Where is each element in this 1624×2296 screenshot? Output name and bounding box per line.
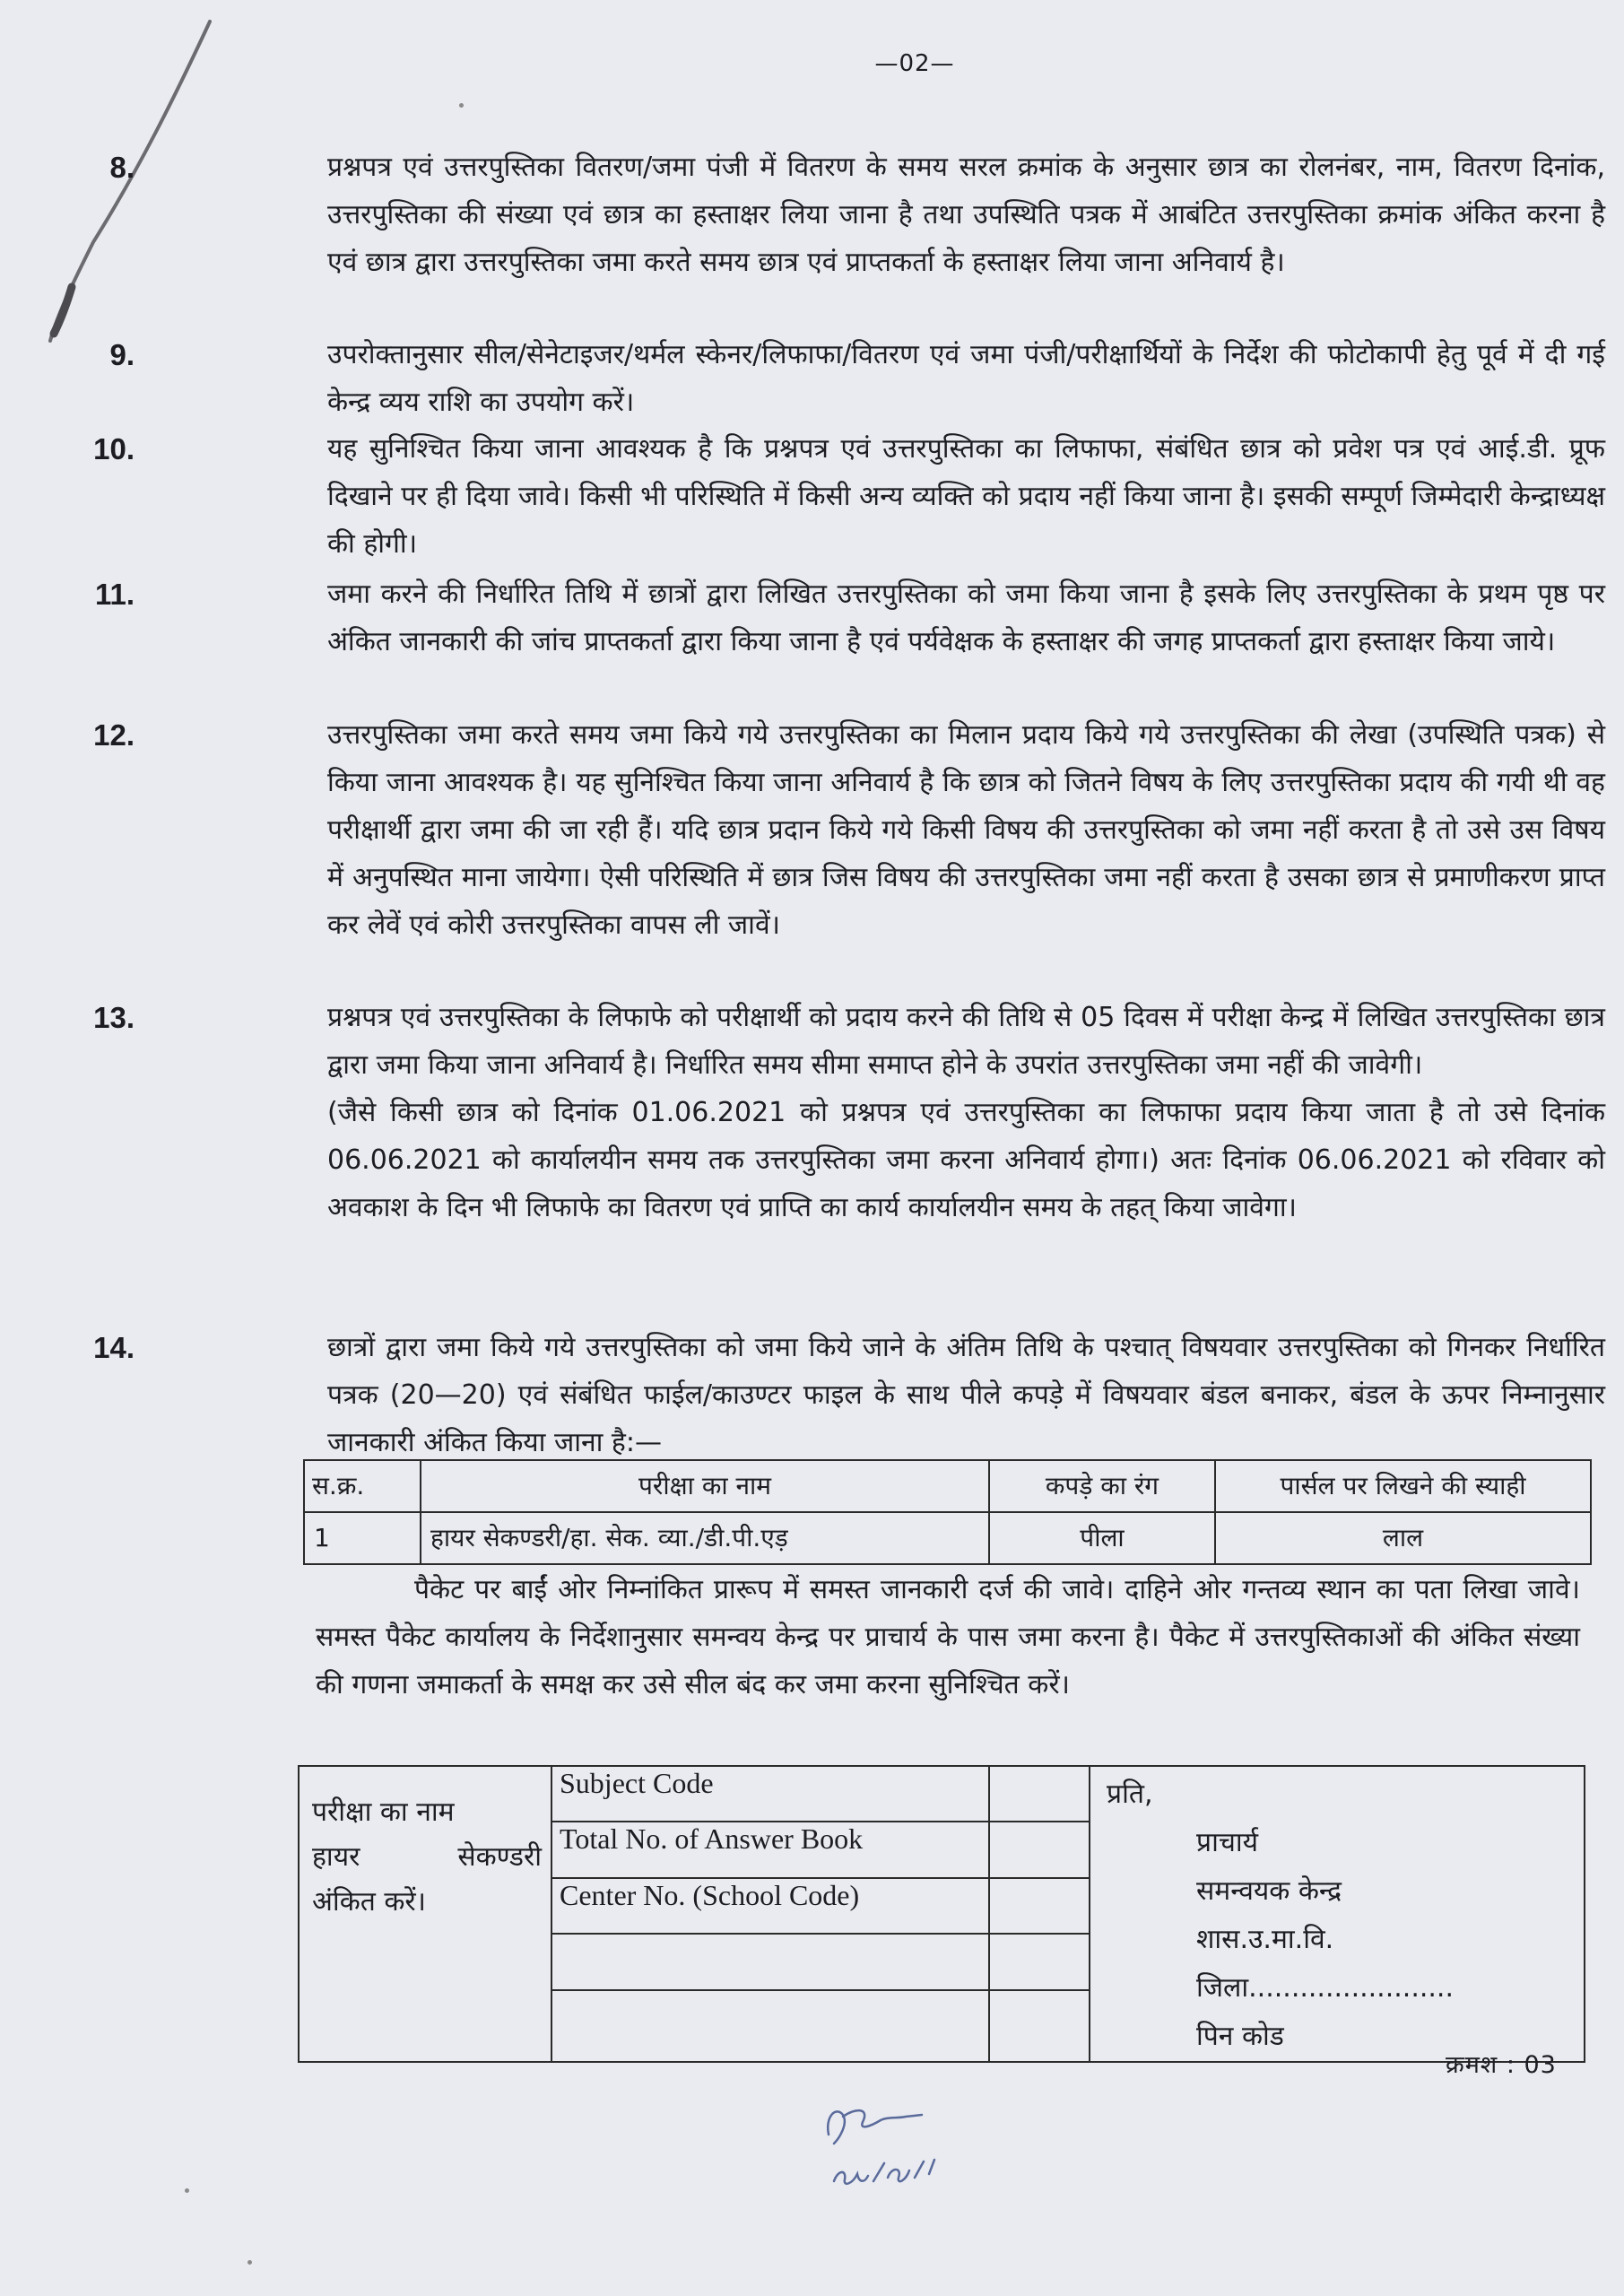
continued-label: क्रमश : 03 [1446, 2051, 1557, 2079]
speck-mark [459, 103, 464, 108]
column-header-serial: स.क्र. [304, 1460, 421, 1512]
paragraph-example-note: (जैसे किसी छात्र को दिनांक 01.06.2021 को प्रश्नपत्र एवं उत्तरपुस्तिका का लिफाफा प्रदाय किया जाता है तो उसे दिनांक 06.06.2021 को कार्यालयीन समय तक उत्तरपुस्तिका जमा करना अनिवार्य होगा।) अतः दिनांक 06.06.2021 को रविवार को अवकाश के दिन भी लिफाफे का वितरण एवं प्राप्ति का कार्य कार्यालयीन समय के तहत् किया जावेगा। [327, 1097, 1605, 1223]
column-header-ink-color: पार्सल पर लिखने की स्याही [1215, 1460, 1591, 1512]
address-cell [1090, 1766, 1585, 2062]
paragraph-14 [93, 1324, 1605, 1466]
paragraph-11 [94, 570, 1605, 665]
paragraph-text: जमा करने की निर्धारित तिथि में छात्रों द्वारा लिखित उत्तरपुस्तिका को जमा किया जाना है इसके लिए उत्तरपुस्तिका के प्रथम पृष्ठ पर अंकित जानकारी की जांच प्राप्तकर्ता द्वारा किया जाना है एवं पर्यवेक्षक के हस्ताक्षर की जगह प्राप्तकर्ता द्वारा हस्ताक्षर किया जाये। [327, 578, 1605, 657]
cell-ink-color: लाल [1215, 1512, 1591, 1564]
paragraph-number: 14. [93, 1331, 135, 1364]
address-line: पिन कोड [1196, 2021, 1284, 2052]
field-value-center-number [989, 1878, 1090, 1934]
paragraph-number: 8. [109, 151, 135, 184]
address-line: जिला........................ [1196, 1972, 1455, 2004]
speck-mark [248, 2260, 252, 2265]
paragraph-number: 9. [109, 338, 135, 371]
bundle-details-table [303, 1459, 1592, 1565]
address-line: शास.उ.मा.वि. [1196, 1924, 1334, 1955]
page-number: —02— [874, 50, 955, 77]
handwritten-signature [816, 2081, 986, 2206]
paragraph-text: प्रश्नपत्र एवं उत्तरपुस्तिका वितरण/जमा पंजी में वितरण के समय सरल क्रमांक के अनुसार छात्र का रोलनंबर, नाम, वितरण दिनांक, उत्तरपुस्तिका की संख्या एवं छात्र का हस्ताक्षर लिया जाना है तथा उपस्थिति पत्रक में आबंटित उत्तरपुस्तिका क्रमांक अंकित करना है एवं छात्र द्वारा उत्तरपुस्तिका जमा करते समय छात्र एवं प्राप्तकर्ता के हस्ताक्षर लिया जाना अनिवार्य है। [327, 152, 1605, 278]
paragraph-number: 13. [93, 1001, 135, 1034]
exam-name-label: परीक्षा का नाम [312, 1796, 455, 1828]
paragraph-text: उपरोक्तानुसार सील/सेनेटाइजर/थर्मल स्केनर/लिफाफा/वितरण एवं जमा पंजी/परीक्षार्थियों के निर्देश की फोटोकापी हेतु पूर्व में दी गई केन्द्र व्यय राशि का उपयोग करें। [327, 339, 1605, 418]
exam-name-cell [299, 1766, 551, 2062]
field-label-total-answer-books: Total No. of Answer Book [551, 1822, 989, 1877]
paragraph-12 [93, 711, 1605, 949]
paragraph-text: छात्रों द्वारा जमा किये गये उत्तरपुस्तिका को जमा किये जाने के अंतिम तिथि के पश्चात् विषयवार उत्तरपुस्तिका को गिनकर निर्धारित पत्रक (20—20) एवं संबंधित फाईल/काउण्टर फाइल के साथ पीले कपड़े में विषयवार बंडल बनाकर, बंडल के ऊपर निम्नानुसार जानकारी अंकित किया जाना है:— [327, 1332, 1605, 1458]
paragraph-text: उत्तरपुस्तिका जमा करते समय जमा किये गये उत्तरपुस्तिका का मिलान प्रदाय किये गये उत्तरपुस्तिका की लेखा (उपस्थिति पत्रक) से किया जाना आवश्यक है। यह सुनिश्चित किया जाना अनिवार्य है कि छात्र को जितने विषय के लिए उत्तरपुस्तिका प्रदाय की गयी थी वह परीक्षार्थी द्वारा जमा की जा रही हैं। यदि छात्र प्रदान किये गये किसी विषय की उत्तरपुस्तिका को जमा नहीं करता है तो उसे उस विषय में अनुपस्थित माना जायेगा। ऐसी परिस्थिति में छात्र जिस विषय की उत्तरपुस्तिका जमा नहीं करता है उसका छात्र से प्रमाणीकरण प्राप्त कर लेवें एवं कोरी उत्तरपुस्तिका वापस ली जावें। [327, 719, 1605, 941]
paragraph-number: 11. [94, 578, 135, 611]
field-label-subject-code: Subject Code [551, 1766, 989, 1822]
field-label-blank [551, 1990, 989, 2062]
packet-instructions: पैकेट पर बाईं ओर निम्नांकित प्रारूप में समस्त जानकारी दर्ज की जावे। दाहिने ओर गन्तव्य स्थान का पता लिखा जावे। समस्त पैकेट कार्यालय के निर्देशानुसार समन्वय केन्द्र पर प्राचार्य के पास जमा करना है। पैकेट में उत्तरपुस्तिकाओं की अंकित संख्या की गणना जमाकर्ता के समक्ष कर उसे सील बंद कर जमा करना सुनिश्चित करें। [316, 1574, 1580, 1700]
column-header-exam-name: परीक्षा का नाम [421, 1460, 989, 1512]
paragraph-13 [93, 994, 1605, 1231]
field-label-blank [551, 1934, 989, 1989]
address-line: समन्वयक केन्द्र [1196, 1875, 1342, 1907]
column-header-cloth-color: कपड़े का रंग [989, 1460, 1215, 1512]
address-line: प्राचार्य [1196, 1827, 1259, 1858]
field-value-blank [989, 1934, 1090, 1989]
field-label-center-number: Center No. (School Code) [551, 1878, 989, 1934]
exam-name-instruction: अंकित करें। [312, 1886, 427, 1918]
paragraph-text: प्रश्नपत्र एवं उत्तरपुस्तिका के लिफाफे को परीक्षार्थी को प्रदाय करने की तिथि से 05 दिवस में परीक्षा केन्द्र में लिखित उत्तरपुस्तिका छात्र द्वारा जमा किया जाना अनिवार्य है। निर्धारित समय सीमा समाप्त होने के उपरांत उत्तरपुस्तिका जमा नहीं की जावेगी। [327, 1002, 1605, 1081]
table-header-row [304, 1460, 1591, 1512]
cell-cloth-color: पीला [989, 1512, 1215, 1564]
field-value-subject-code [989, 1766, 1090, 1822]
paragraph-number: 10. [93, 432, 135, 465]
packet-label-form [298, 1765, 1585, 2063]
speck-mark [185, 2188, 189, 2193]
cell-exam-name: हायर सेकण्डरी/हा. सेक. व्या./डी.पी.एड़ [421, 1512, 989, 1564]
table-row [304, 1512, 1591, 1564]
cell-serial: 1 [304, 1512, 421, 1564]
field-value-blank [989, 1990, 1090, 2062]
field-value-total-answer-books [989, 1822, 1090, 1877]
paragraph-10 [93, 425, 1605, 568]
paragraph-9 [109, 331, 1605, 426]
exam-name-value: हायर सेकण्डरी [312, 1841, 542, 1873]
paragraph-number: 12. [93, 718, 135, 752]
paragraph-text: यह सुनिश्चित किया जाना आवश्यक है कि प्रश्नपत्र एवं उत्तरपुस्तिका का लिफाफा, संबंधित छात्र को प्रवेश पत्र एवं आई.डी. प्रूफ दिखाने पर ही दिया जावे। किसी भी परिस्थिति में किसी अन्य व्यक्ति को प्रदाय नहीं किया जाना है। इसकी सम्पूर्ण जिम्मेदारी केन्द्राध्यक्ष की होगी। [327, 433, 1605, 560]
paragraph-8 [109, 144, 1605, 286]
address-to: प्रति, [1107, 1779, 1153, 1810]
